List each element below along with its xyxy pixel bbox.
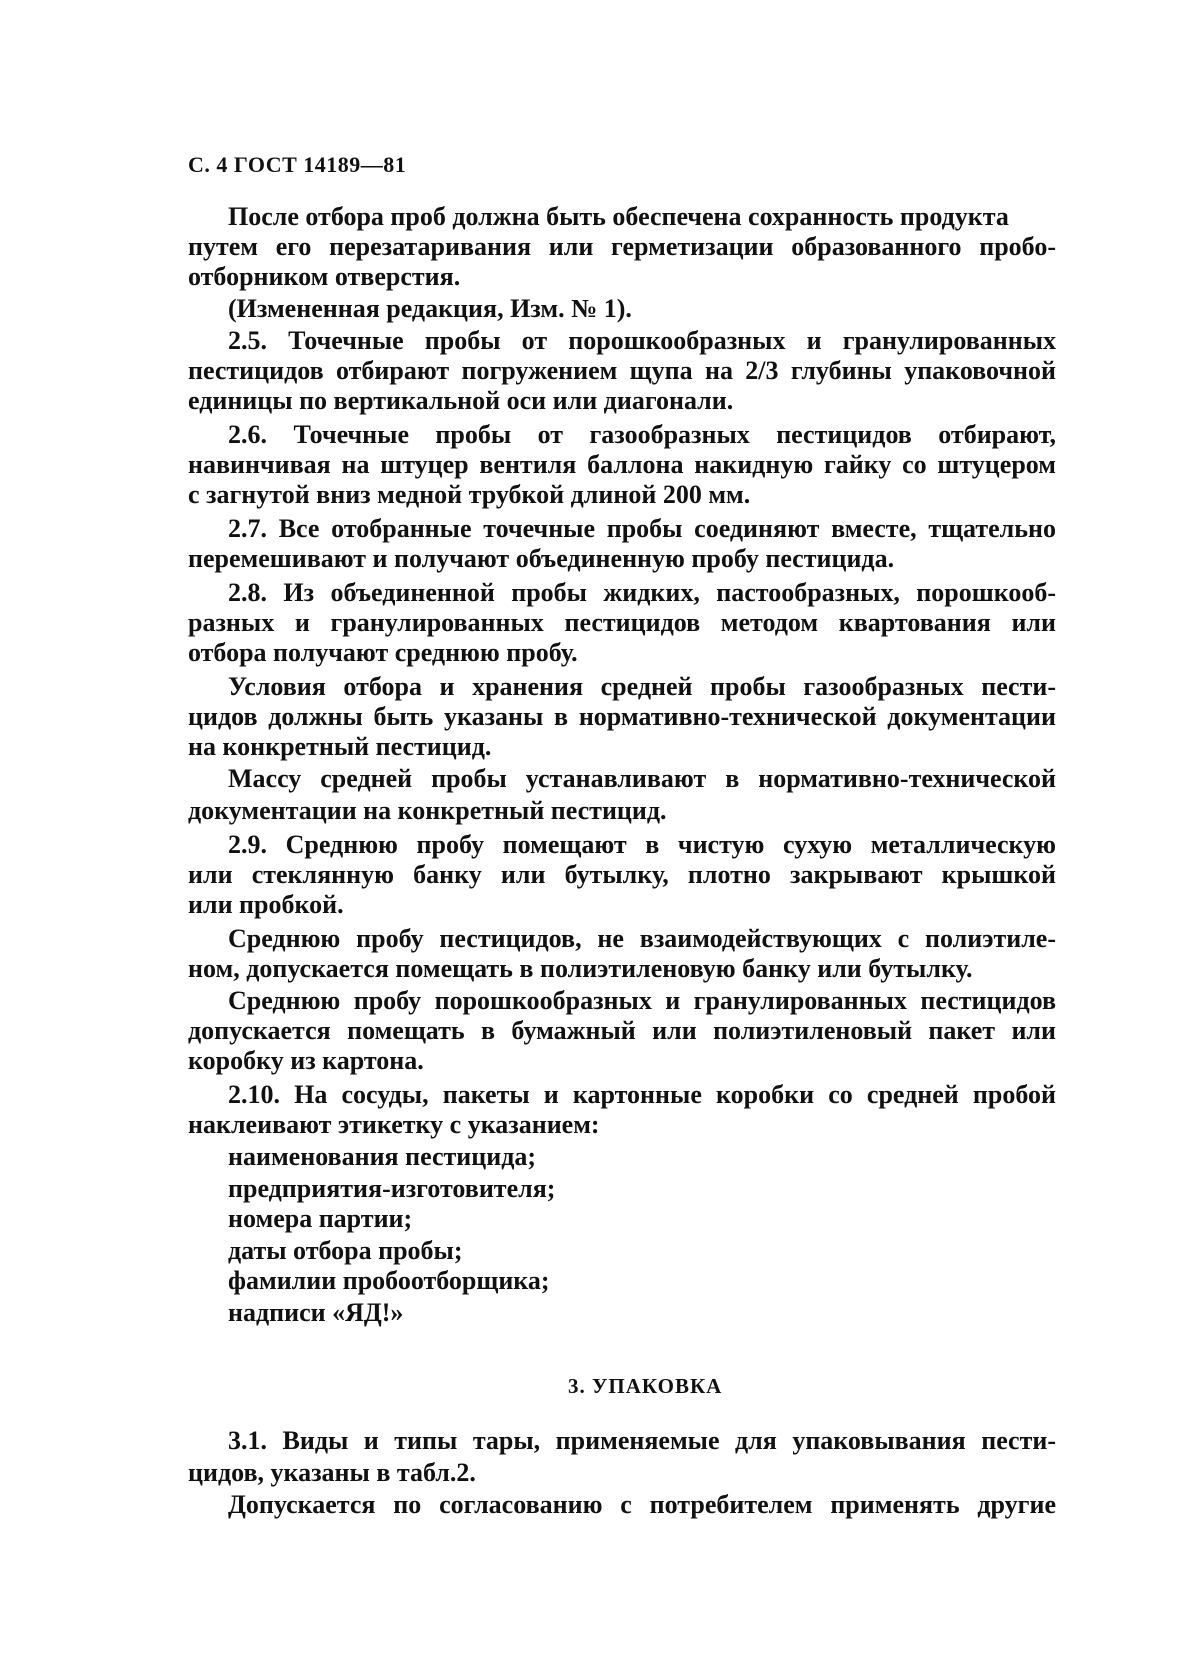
text-line: цидов должны быть указаны в нормативно-технической документации <box>188 702 1056 731</box>
text-line: 2.6. Точечные пробы от газообразных пестицидов отбирают, <box>228 420 1056 449</box>
text-line: Массу средней пробы устанавливают в нормативно-технической <box>228 764 1056 793</box>
text-line: отбора получают среднюю пробу. <box>188 638 578 667</box>
text-line: После отбора проб должна быть обеспечена сохранность продукта <box>228 202 1009 231</box>
text-line: на конкретный пестицид. <box>188 732 492 761</box>
page-header: С. 4 ГОСТ 14189—81 <box>188 152 407 177</box>
text-line: единицы по вертикальной оси или диагонали. <box>188 386 734 415</box>
list-item: номера партии; <box>228 1204 413 1233</box>
text-line: наклеивают этикетку с указанием: <box>188 1110 600 1139</box>
text-line: коробку из картона. <box>188 1046 424 1075</box>
text-line: 2.5. Точечные пробы от порошкообразных и гранулированных <box>228 326 1056 355</box>
text-line: с загнутой вниз медной трубкой длиной 200 мм. <box>188 480 751 509</box>
text-line: или пробкой. <box>188 890 344 919</box>
list-item: наименования пестицида; <box>228 1142 537 1171</box>
text-line: Среднюю пробу порошкообразных и гранулированных пестицидов <box>228 986 1056 1015</box>
text-line: 2.8. Из объединенной пробы жидких, пастообразных, порошкооб- <box>228 578 1056 607</box>
text-line: ном, допускается помещать в полиэтиленовую банку или бутылку. <box>188 954 973 983</box>
text-line: Допускается по согласованию с потребителем применять другие <box>228 1490 1056 1519</box>
text-line: отборником отверстия. <box>188 262 461 291</box>
text-line: 2.7. Все отобранные точечные пробы соединяют вместе, тщательно <box>228 514 1056 543</box>
list-item: фамилии пробоотборщика; <box>228 1266 550 1295</box>
text-line: документации на конкретный пестицид. <box>188 796 667 825</box>
text-line: разных и гранулированных пестицидов методом квартования или <box>188 608 1056 637</box>
text-line: навинчивая на штуцер вентиля баллона накидную гайку со штуцером <box>188 450 1056 479</box>
section-heading: 3. УПАКОВКА <box>568 1374 723 1398</box>
text-line: допускается помещать в бумажный или полиэтиленовый пакет или <box>188 1016 1056 1045</box>
text-line: 2.10. На сосуды, пакеты и картонные коробки со средней пробой <box>228 1080 1056 1109</box>
list-item: надписи «ЯД!» <box>228 1298 404 1327</box>
list-item: предприятия-изготовителя; <box>228 1174 556 1203</box>
text-line: путем его перезатаривания или герметизации образованного пробо- <box>188 232 1056 261</box>
text-line: цидов, указаны в табл.2. <box>188 1458 476 1487</box>
list-item: даты отбора пробы; <box>228 1236 463 1265</box>
text-line: пестицидов отбирают погружением щупа на 2/3 глубины упаковочной <box>188 356 1056 385</box>
text-line: Условия отбора и хранения средней пробы газообразных пести- <box>228 672 1056 701</box>
text-line: перемешивают и получают объединенную пробу пестицида. <box>188 544 895 573</box>
text-line: Среднюю пробу пестицидов, не взаимодействующих с полиэтиле- <box>228 924 1056 953</box>
text-line: (Измененная редакция, Изм. № 1). <box>228 294 632 323</box>
text-line: 3.1. Виды и типы тары, применяемые для упаковывания пести- <box>228 1426 1056 1455</box>
text-line: 2.9. Среднюю пробу помещают в чистую сухую металлическую <box>228 830 1056 859</box>
text-line: или стеклянную банку или бутылку, плотно закрывают крышкой <box>188 860 1056 889</box>
